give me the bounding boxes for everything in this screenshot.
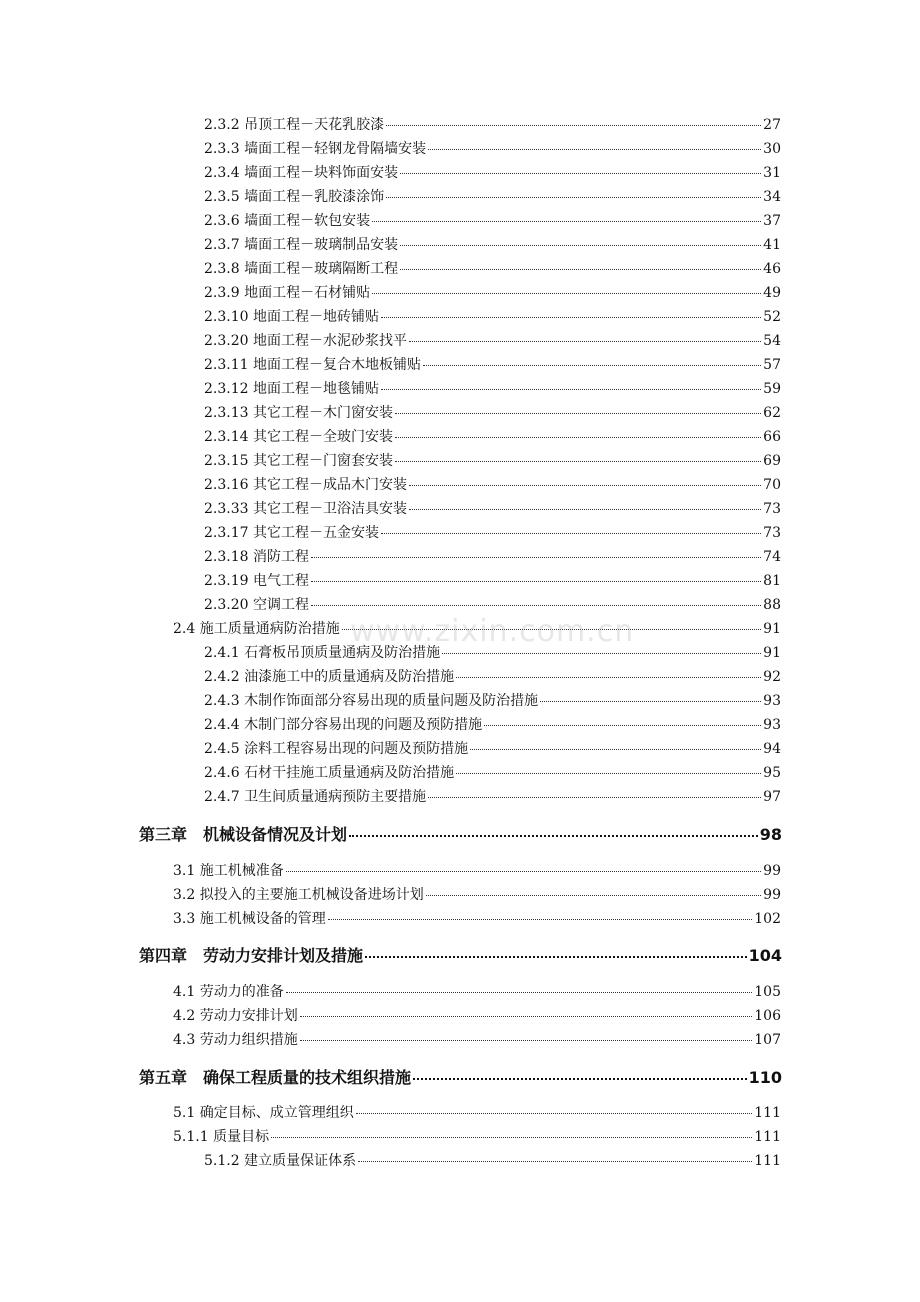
toc-entry-label: 2.4.1 石膏板吊顶质量通病及防治措施 [204,645,441,661]
dot-leader [311,557,761,558]
toc-entry [204,236,781,254]
toc-entry [204,356,781,374]
toc-entry-page: 73 [763,501,781,517]
dot-leader [428,797,761,798]
toc-entry-page: 41 [763,237,781,253]
dot-leader [300,1016,753,1017]
toc-entry-page: 49 [763,285,781,301]
toc-entry [173,862,781,880]
toc-entry [204,260,781,278]
toc-entry [173,983,781,1001]
dot-leader [386,125,761,126]
toc-entry-label: 5.1.2 建立质量保证体系 [204,1153,357,1169]
toc-entry-label: 2.3.2 吊顶工程－天花乳胶漆 [204,117,385,133]
toc-entry-page: 111 [754,1153,781,1169]
toc-chapter-entry [139,946,782,966]
toc-chapter-label: 第五章 确保工程质量的技术组织措施 [139,1068,412,1087]
dot-leader [381,317,761,318]
toc-entry-label: 2.3.17 其它工程－五金安装 [204,525,379,541]
dot-leader [423,365,761,366]
toc-entry [204,1152,781,1170]
dot-leader [381,533,761,534]
dot-leader [372,221,761,222]
dot-leader [413,1078,747,1080]
toc-entry-label: 2.4.5 涂料工程容易出现的问题及预防措施 [204,741,469,757]
toc-entry [204,644,781,662]
toc-entry [204,284,781,302]
toc-entry-label: 2.4.2 油漆施工中的质量通病及防治措施 [204,669,455,685]
toc-entry-page: 62 [763,405,781,421]
toc-entry [204,428,781,446]
toc-entry-label: 2.3.8 墙面工程－玻璃隔断工程 [204,261,399,277]
toc-entry [204,188,781,206]
toc-entry-label: 2.4 施工质量通病防治措施 [173,621,340,637]
toc-entry-label: 2.3.9 地面工程－石材铺贴 [204,285,371,301]
dot-leader [470,749,761,750]
toc-entry [204,596,781,614]
dot-leader [484,725,761,726]
dot-leader [540,701,761,702]
dot-leader [400,269,761,270]
dot-leader [456,773,761,774]
toc-chapter-page: 110 [748,1068,782,1087]
toc-entry [204,572,781,590]
toc-entry [173,1104,781,1122]
dot-leader [356,1113,753,1114]
dot-leader [386,197,761,198]
toc-entry-label: 3.1 施工机械准备 [173,863,284,879]
dot-leader [409,509,761,510]
toc-entry [204,140,781,158]
toc-entry-page: 102 [754,911,781,927]
toc-entry-label: 2.3.33 其它工程－卫浴洁具安装 [204,501,407,517]
toc-entry-label: 2.3.6 墙面工程－软包安装 [204,213,371,229]
toc-entry [173,1128,781,1146]
toc-entry-page: 74 [763,549,781,565]
toc-chapter-page: 104 [748,946,782,965]
toc-entry-page: 37 [763,213,781,229]
toc-entry-label: 2.3.10 地面工程－地砖铺贴 [204,309,379,325]
toc-entry-page: 111 [754,1105,781,1121]
toc-entry-page: 81 [763,573,781,589]
toc-entry-page: 52 [763,309,781,325]
toc-entry [173,886,781,904]
toc-entry-label: 2.3.14 其它工程－全玻门安装 [204,429,393,445]
dot-leader [365,956,747,958]
toc-entry-page: 31 [763,165,781,181]
toc-entry-label: 5.1.1 质量目标 [173,1129,270,1145]
dot-leader [381,389,761,390]
toc-entry [204,308,781,326]
toc-entry-page: 30 [763,141,781,157]
toc-entry [173,620,781,638]
toc-entry-page: 99 [763,863,781,879]
toc-entry-label: 3.2 拟投入的主要施工机械设备进场计划 [173,887,424,903]
toc-entry-label: 2.4.4 木制门部分容易出现的问题及预防措施 [204,717,483,733]
toc-entry-page: 34 [763,189,781,205]
toc-entry-page: 94 [763,741,781,757]
dot-leader [342,629,761,630]
toc-entry [173,910,781,928]
toc-entry-page: 27 [763,117,781,133]
toc-entry-label: 2.3.5 墙面工程－乳胶漆涂饰 [204,189,385,205]
toc-entry-page: 70 [763,477,781,493]
toc-entry-page: 97 [763,789,781,805]
dot-leader [300,1040,753,1041]
toc-entry [204,764,781,782]
dot-leader [409,485,761,486]
toc-entry-page: 92 [763,669,781,685]
toc-entry [204,116,781,134]
toc-entry-page: 105 [754,984,781,1000]
dot-leader [271,1137,752,1138]
toc-entry [173,1007,781,1025]
toc-entry-page: 95 [763,765,781,781]
dot-leader [395,461,761,462]
dot-leader [400,245,761,246]
toc-entry-label: 4.1 劳动力的准备 [173,984,284,1000]
toc-entry [204,692,781,710]
toc-entry-page: 46 [763,261,781,277]
toc-entry-label: 2.4.3 木制作饰面部分容易出现的质量问题及防治措施 [204,693,539,709]
dot-leader [426,895,761,896]
toc-entry-page: 69 [763,453,781,469]
toc-entry-page: 66 [763,429,781,445]
toc-entry-page: 54 [763,333,781,349]
dot-leader [372,293,761,294]
toc-chapter-entry [139,825,782,845]
toc-entry [204,404,781,422]
dot-leader [400,173,761,174]
toc-entry-label: 4.3 劳动力组织措施 [173,1032,298,1048]
toc-entry [204,380,781,398]
dot-leader [286,871,761,872]
toc-entry [204,212,781,230]
toc-entry-label: 5.1 确定目标、成立管理组织 [173,1105,354,1121]
dot-leader [328,919,753,920]
toc-entry-page: 93 [763,693,781,709]
toc-chapter-page: 98 [759,825,782,844]
toc-entry-page: 91 [763,645,781,661]
toc-entry-label: 4.2 劳动力安排计划 [173,1008,298,1024]
toc-entry [204,788,781,806]
dot-leader [395,413,761,414]
toc-entry [204,452,781,470]
toc-entry-page: 106 [754,1008,781,1024]
toc-entry-label: 2.3.20 空调工程 [204,597,309,613]
toc-chapter-label: 第四章 劳动力安排计划及措施 [139,946,364,965]
toc-entry-page: 93 [763,717,781,733]
toc-entry [173,1031,781,1049]
toc-entry [204,332,781,350]
toc-entry-page: 111 [754,1129,781,1145]
toc-entry [204,524,781,542]
toc-entry [204,668,781,686]
dot-leader [286,992,753,993]
toc-entry-label: 2.3.3 墙面工程－轻钢龙骨隔墙安装 [204,141,427,157]
toc-entry [204,500,781,518]
watermark-text: www.zixin.com.cn [350,614,635,649]
toc-chapter-label: 第三章 机械设备情况及计划 [139,825,348,844]
toc-entry-page: 107 [754,1032,781,1048]
toc-entry-page: 59 [763,381,781,397]
toc-entry-label: 2.3.12 地面工程－地毯铺贴 [204,381,379,397]
toc-entry [204,716,781,734]
toc-chapter-entry [139,1068,782,1088]
toc-entry-page: 91 [763,621,781,637]
dot-leader [358,1161,752,1162]
toc-entry-label: 2.3.19 电气工程 [204,573,309,589]
dot-leader [311,605,761,606]
dot-leader [409,341,761,342]
toc-entry [204,740,781,758]
toc-entry-label: 2.3.20 地面工程－水泥砂浆找平 [204,333,407,349]
toc-entry-page: 88 [763,597,781,613]
toc-entry-label: 2.3.18 消防工程 [204,549,309,565]
toc-entry-label: 2.3.16 其它工程－成品木门安装 [204,477,407,493]
toc-entry-page: 57 [763,357,781,373]
toc-entry-label: 2.3.13 其它工程－木门窗安装 [204,405,393,421]
dot-leader [442,653,761,654]
toc-entry-label: 2.3.11 地面工程－复合木地板铺贴 [204,357,421,373]
toc-entry-label: 3.3 施工机械设备的管理 [173,911,326,927]
toc-entry-page: 99 [763,887,781,903]
toc-entry-label: 2.3.7 墙面工程－玻璃制品安装 [204,237,399,253]
toc-entry-page: 73 [763,525,781,541]
toc-entry [204,548,781,566]
toc-entry-label: 2.3.4 墙面工程－块料饰面安装 [204,165,399,181]
dot-leader [311,581,761,582]
toc-entry-label: 2.4.7 卫生间质量通病预防主要措施 [204,789,427,805]
toc-entry-label: 2.3.15 其它工程－门窗套安装 [204,453,393,469]
toc-entry [204,476,781,494]
dot-leader [428,149,761,150]
dot-leader [395,437,761,438]
toc-entry-label: 2.4.6 石材干挂施工质量通病及防治措施 [204,765,455,781]
dot-leader [456,677,761,678]
toc-entry [204,164,781,182]
dot-leader [349,835,758,837]
